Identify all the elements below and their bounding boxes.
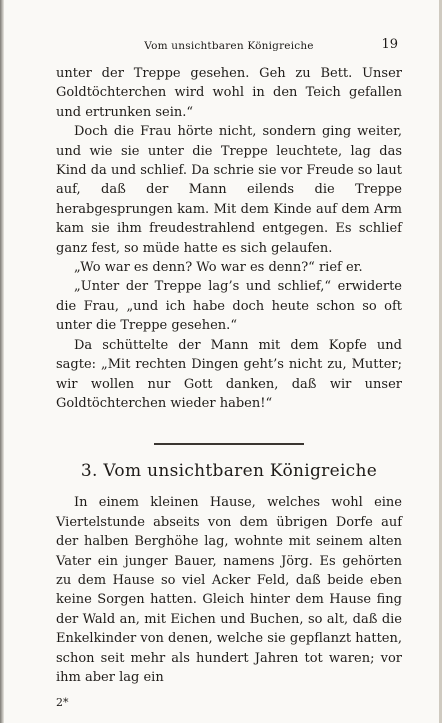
- running-title: Vom unsichtbaren Königreiche: [144, 40, 314, 52]
- paragraph-5: Da schüttelte der Mann mit dem Kopfe und sagte: „Mit rechten Dingen geht’s nicht zu, Mutter; wir wollen nur Gott danken, daß wir unser Goldtöchterchen wieder haben!“: [56, 337, 402, 411]
- chapter-paragraph: In einem kleinen Hause, welches wohl eine Viertelstunde abseits von dem übrigen Dorfe auf der halben Berghöhe lag, wohnte mit seinem alten Vater ein junger Bauer, namens Jörg. Es gehörten zu dem Hause so viel Acker Feld, daß beide eben keine Sorgen hatten. Gleich hinter dem Hause fing der Wald an, mit Eichen und Buchen, so alt, daß die Enkelkinder von denen, welche sie gepflanzt hatten, schon seit mehr als hundert Jahren tot waren; vor ihm aber lag ein: [56, 495, 402, 685]
- paragraph-2: Doch die Frau hörte nicht, sondern ging weiter, und wie sie unter die Treppe leuchtete, lag das Kind da und schlief. Da schrie sie vor Freude so laut auf, daß der Mann eilends die Treppe herabgesprungen kam. Mit dem Kinde auf dem Arm kam sie ihm freudestrahlend entgegen. Es schlief ganz fest, so müde hatte es sich gelaufen.: [56, 124, 402, 256]
- signature-mark: 2*: [56, 696, 69, 709]
- paragraph-4: „Unter der Treppe lag’s und schlief,“ erwiderte die Frau, „und ich habe doch heute schon so oft unter die Treppe gesehen.“: [56, 279, 402, 334]
- paragraph-1: unter der Treppe gesehen. Geh zu Bett. Unser Goldtöchterchen wird wohl in den Teich gefallen und ertrunken sein.“: [56, 66, 402, 120]
- running-head: [56, 36, 402, 56]
- chapter-divider: [154, 443, 304, 445]
- body-text: [56, 64, 402, 413]
- paragraph-3: „Wo war es denn? Wo war es denn?“ rief er.: [74, 260, 363, 276]
- page-number: 19: [381, 37, 398, 52]
- chapter-heading: 3. Vom unsichtbaren Königreiche: [80, 461, 378, 482]
